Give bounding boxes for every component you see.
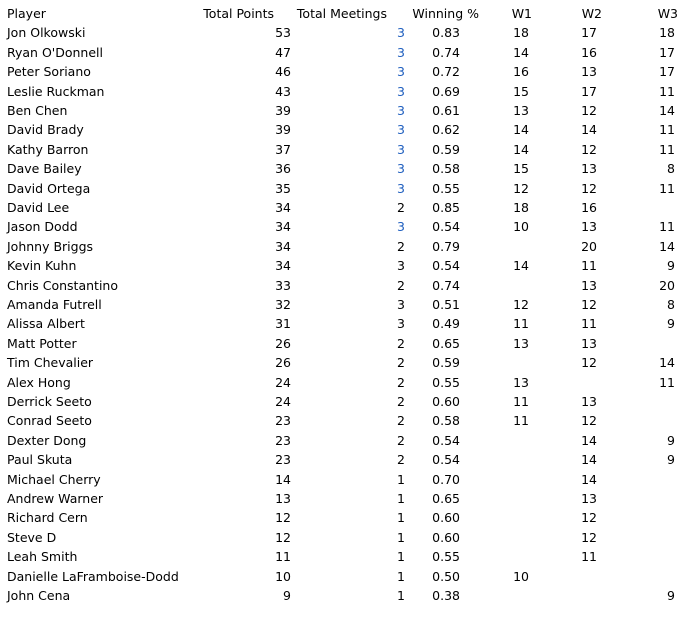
- w1-cell: 11: [513, 316, 529, 332]
- player-cell: Amanda Futrell: [7, 297, 102, 312]
- player-cell: Andrew Warner: [7, 491, 104, 506]
- winning-pct-cell: 0.60: [432, 529, 460, 545]
- total-points-cell: 36: [275, 161, 291, 177]
- table-row: [0, 373, 695, 392]
- w2-cell: 14: [581, 122, 597, 138]
- header-w1: W1: [511, 6, 532, 21]
- total-meetings-cell: 1: [397, 510, 405, 526]
- w2-cell: 13: [581, 394, 597, 409]
- player-cell: Leslie Ruckman: [7, 83, 105, 99]
- total-meetings-cell[interactable]: 3: [397, 83, 405, 99]
- winning-pct-cell: 0.54: [432, 258, 460, 274]
- total-points-cell: 12: [275, 529, 291, 545]
- total-meetings-cell[interactable]: 3: [397, 141, 405, 157]
- w3-cell: 8: [667, 297, 675, 312]
- player-cell: Richard Cern: [7, 510, 88, 526]
- w3-cell: 11: [659, 122, 675, 138]
- player-cell: Derrick Seeto: [7, 394, 92, 409]
- total-meetings-cell: 2: [397, 238, 405, 254]
- w3-cell: 17: [659, 64, 675, 80]
- winning-pct-cell: 0.83: [432, 25, 460, 41]
- table-row: [0, 470, 695, 489]
- player-cell: David Ortega: [7, 180, 91, 196]
- w2-cell: 14: [581, 471, 597, 487]
- total-meetings-cell: 2: [397, 335, 405, 351]
- total-meetings-cell: 2: [397, 355, 405, 371]
- w1-cell: 16: [513, 64, 529, 80]
- total-meetings-cell: 2: [397, 394, 405, 409]
- w2-cell: 13: [581, 219, 597, 235]
- player-cell: Leah Smith: [7, 549, 78, 565]
- w1-cell: 14: [513, 44, 529, 60]
- total-points-cell: 13: [275, 491, 291, 506]
- total-points-cell: 31: [275, 316, 291, 332]
- table-row: [0, 82, 695, 101]
- w3-cell: 8: [667, 161, 675, 177]
- total-meetings-cell: 2: [397, 374, 405, 390]
- w1-cell: 11: [513, 413, 529, 429]
- winning-pct-cell: 0.59: [432, 355, 460, 371]
- player-cell: Kevin Kuhn: [7, 258, 77, 274]
- winning-pct-cell: 0.85: [432, 200, 460, 215]
- total-points-cell: 34: [275, 238, 291, 254]
- winning-pct-cell: 0.62: [432, 122, 460, 138]
- total-points-cell: 23: [275, 413, 291, 429]
- player-cell: Ben Chen: [7, 103, 68, 118]
- winning-pct-cell: 0.74: [432, 44, 460, 60]
- table-row: [0, 411, 695, 430]
- w1-cell: 11: [513, 394, 529, 409]
- w1-cell: 13: [513, 335, 529, 351]
- player-cell: Dexter Dong: [7, 432, 87, 448]
- header-total-points: Total Points: [203, 6, 274, 21]
- header-total-meetings: Total Meetings: [296, 6, 387, 21]
- winning-pct-cell: 0.54: [432, 432, 460, 448]
- player-cell: John Cena: [7, 588, 71, 603]
- total-meetings-cell: 1: [397, 568, 405, 584]
- total-points-cell: 39: [275, 122, 291, 138]
- total-meetings-cell: 1: [397, 491, 405, 506]
- winning-pct-cell: 0.50: [432, 568, 460, 584]
- total-points-cell: 32: [275, 297, 291, 312]
- total-meetings-cell: 2: [397, 277, 405, 293]
- w2-cell: 17: [581, 25, 597, 41]
- table-row: [0, 237, 695, 256]
- total-points-cell: 24: [275, 374, 291, 390]
- player-cell: David Lee: [7, 200, 70, 215]
- w3-cell: 11: [659, 141, 675, 157]
- total-points-cell: 23: [275, 452, 291, 468]
- total-points-cell: 12: [275, 510, 291, 526]
- w1-cell: 12: [513, 180, 529, 196]
- table-row: [0, 198, 695, 217]
- total-points-cell: 34: [275, 219, 291, 235]
- winning-pct-cell: 0.72: [432, 64, 460, 80]
- total-points-cell: 35: [275, 180, 291, 196]
- player-cell: Peter Soriano: [7, 64, 91, 80]
- w3-cell: 9: [667, 452, 675, 468]
- w1-cell: 10: [513, 568, 529, 584]
- total-points-cell: 9: [283, 588, 291, 603]
- player-cell: Ryan O'Donnell: [7, 44, 103, 60]
- w2-cell: 11: [581, 316, 597, 332]
- total-points-cell: 11: [275, 549, 291, 565]
- player-cell: Dave Bailey: [7, 161, 82, 177]
- total-meetings-cell: 3: [397, 316, 405, 332]
- table-row: [0, 528, 695, 547]
- header-winning-pct: Winning %: [412, 6, 479, 21]
- total-points-cell: 39: [275, 103, 291, 118]
- total-meetings-cell[interactable]: 3: [397, 25, 405, 41]
- winning-pct-cell: 0.58: [432, 161, 460, 177]
- table-row: [0, 547, 695, 566]
- w2-cell: 13: [581, 277, 597, 293]
- player-cell: Paul Skuta: [7, 452, 73, 468]
- w1-cell: 18: [513, 200, 529, 215]
- w2-cell: 14: [581, 452, 597, 468]
- table-row: [0, 295, 695, 314]
- player-cell: Jason Dodd: [7, 219, 78, 235]
- total-meetings-cell[interactable]: 3: [397, 64, 405, 80]
- table-row: [0, 276, 695, 295]
- total-meetings-cell: 3: [397, 297, 405, 312]
- player-cell: Chris Constantino: [7, 277, 118, 293]
- w3-cell: 17: [659, 44, 675, 60]
- w2-cell: 20: [581, 238, 597, 254]
- table-row: [0, 489, 695, 508]
- total-points-cell: 37: [275, 141, 291, 157]
- total-meetings-cell: 3: [397, 258, 405, 274]
- winning-pct-cell: 0.59: [432, 141, 460, 157]
- w1-cell: 14: [513, 122, 529, 138]
- w1-cell: 10: [513, 219, 529, 235]
- w2-cell: 12: [581, 510, 597, 526]
- w3-cell: 20: [659, 277, 675, 293]
- total-points-cell: 46: [275, 64, 291, 80]
- w3-cell: 14: [659, 103, 675, 118]
- w2-cell: 13: [581, 491, 597, 506]
- table-row: [0, 508, 695, 527]
- w3-cell: 14: [659, 355, 675, 371]
- winning-pct-cell: 0.55: [432, 549, 460, 565]
- w1-cell: 14: [513, 141, 529, 157]
- winning-pct-cell: 0.74: [432, 277, 460, 293]
- table-row: [0, 62, 695, 81]
- total-meetings-cell: 1: [397, 529, 405, 545]
- total-meetings-cell[interactable]: 3: [397, 122, 405, 138]
- w1-cell: 14: [513, 258, 529, 274]
- winning-pct-cell: 0.60: [432, 394, 460, 409]
- w3-cell: 11: [659, 374, 675, 390]
- total-meetings-cell: 2: [397, 452, 405, 468]
- header-row: [0, 4, 695, 23]
- w1-cell: 13: [513, 103, 529, 118]
- table-row: [0, 23, 695, 42]
- table-row: [0, 140, 695, 159]
- table-row: [0, 159, 695, 178]
- w1-cell: 15: [513, 83, 529, 99]
- table-row: [0, 431, 695, 450]
- w2-cell: 11: [581, 549, 597, 565]
- table-row: [0, 586, 695, 605]
- total-meetings-cell: 1: [397, 588, 405, 603]
- total-points-cell: 33: [275, 277, 291, 293]
- w3-cell: 9: [667, 588, 675, 603]
- player-cell: Michael Cherry: [7, 471, 101, 487]
- winning-pct-cell: 0.49: [432, 316, 460, 332]
- winning-pct-cell: 0.65: [432, 491, 460, 506]
- w2-cell: 12: [581, 297, 597, 312]
- w3-cell: 11: [659, 219, 675, 235]
- w2-cell: 14: [581, 432, 597, 448]
- winning-pct-cell: 0.54: [432, 219, 460, 235]
- winning-pct-cell: 0.55: [432, 374, 460, 390]
- total-points-cell: 53: [275, 25, 291, 41]
- player-cell: David Brady: [7, 122, 84, 138]
- total-meetings-cell[interactable]: 3: [397, 180, 405, 196]
- w2-cell: 16: [581, 200, 597, 215]
- w3-cell: 18: [659, 25, 675, 41]
- table-row: [0, 392, 695, 411]
- table-row: [0, 256, 695, 275]
- total-meetings-cell: 1: [397, 471, 405, 487]
- winning-pct-cell: 0.79: [432, 238, 460, 254]
- header-w2: W2: [581, 6, 602, 21]
- header-player: Player: [7, 6, 46, 21]
- total-points-cell: 10: [275, 568, 291, 584]
- total-points-cell: 34: [275, 258, 291, 274]
- total-points-cell: 26: [275, 335, 291, 351]
- total-meetings-cell: 2: [397, 200, 405, 215]
- total-meetings-cell[interactable]: 3: [397, 44, 405, 60]
- w1-cell: 13: [513, 374, 529, 390]
- total-points-cell: 14: [275, 471, 291, 487]
- winning-pct-cell: 0.38: [432, 588, 460, 603]
- total-points-cell: 47: [275, 44, 291, 60]
- w2-cell: 12: [581, 141, 597, 157]
- total-points-cell: 34: [275, 200, 291, 215]
- table-row: [0, 43, 695, 62]
- w1-cell: 15: [513, 161, 529, 177]
- w1-cell: 12: [513, 297, 529, 312]
- player-cell: Alex Hong: [7, 374, 71, 390]
- player-cell: Danielle LaFramboise-Dodd: [7, 568, 179, 584]
- table-row: [0, 567, 695, 586]
- player-cell: Steve D: [7, 529, 57, 545]
- player-cell: Tim Chevalier: [7, 355, 94, 371]
- table-row: [0, 101, 695, 120]
- table-row: [0, 450, 695, 469]
- w2-cell: 12: [581, 413, 597, 429]
- w2-cell: 12: [581, 180, 597, 196]
- total-points-cell: 26: [275, 355, 291, 371]
- w3-cell: 14: [659, 238, 675, 254]
- total-meetings-cell[interactable]: 3: [397, 161, 405, 177]
- total-meetings-cell: 2: [397, 413, 405, 429]
- w2-cell: 17: [581, 83, 597, 99]
- winning-pct-cell: 0.70: [432, 471, 460, 487]
- winning-pct-cell: 0.69: [432, 83, 460, 99]
- total-points-cell: 23: [275, 432, 291, 448]
- w2-cell: 13: [581, 64, 597, 80]
- table-row: [0, 314, 695, 333]
- table-row: [0, 353, 695, 372]
- w2-cell: 12: [581, 103, 597, 118]
- w1-cell: 18: [513, 25, 529, 41]
- winning-pct-cell: 0.55: [432, 180, 460, 196]
- table-row: [0, 120, 695, 139]
- player-cell: Alissa Albert: [7, 316, 85, 332]
- winning-pct-cell: 0.54: [432, 452, 460, 468]
- player-cell: Johnny Briggs: [7, 238, 94, 254]
- w3-cell: 9: [667, 258, 675, 274]
- w3-cell: 11: [659, 180, 675, 196]
- winning-pct-cell: 0.61: [432, 103, 460, 118]
- w3-cell: 11: [659, 83, 675, 99]
- total-points-cell: 43: [275, 83, 291, 99]
- winning-pct-cell: 0.51: [432, 297, 460, 312]
- player-cell: Jon Olkowski: [7, 25, 86, 41]
- w3-cell: 9: [667, 432, 675, 448]
- header-w3: W3: [657, 6, 678, 21]
- w3-cell: 9: [667, 316, 675, 332]
- total-meetings-cell[interactable]: 3: [397, 103, 405, 118]
- winning-pct-cell: 0.60: [432, 510, 460, 526]
- table-row: [0, 179, 695, 198]
- table-row: [0, 217, 695, 236]
- total-points-cell: 24: [275, 394, 291, 409]
- w2-cell: 16: [581, 44, 597, 60]
- table-row: [0, 334, 695, 353]
- w2-cell: 12: [581, 529, 597, 545]
- w2-cell: 13: [581, 161, 597, 177]
- w2-cell: 11: [581, 258, 597, 274]
- total-meetings-cell: 2: [397, 432, 405, 448]
- total-meetings-cell[interactable]: 3: [397, 219, 405, 235]
- player-cell: Kathy Barron: [7, 141, 89, 157]
- w2-cell: 13: [581, 335, 597, 351]
- total-meetings-cell: 1: [397, 549, 405, 565]
- player-cell: Conrad Seeto: [7, 413, 92, 429]
- player-cell: Matt Potter: [7, 335, 77, 351]
- w2-cell: 12: [581, 355, 597, 371]
- winning-pct-cell: 0.65: [432, 335, 460, 351]
- winning-pct-cell: 0.58: [432, 413, 460, 429]
